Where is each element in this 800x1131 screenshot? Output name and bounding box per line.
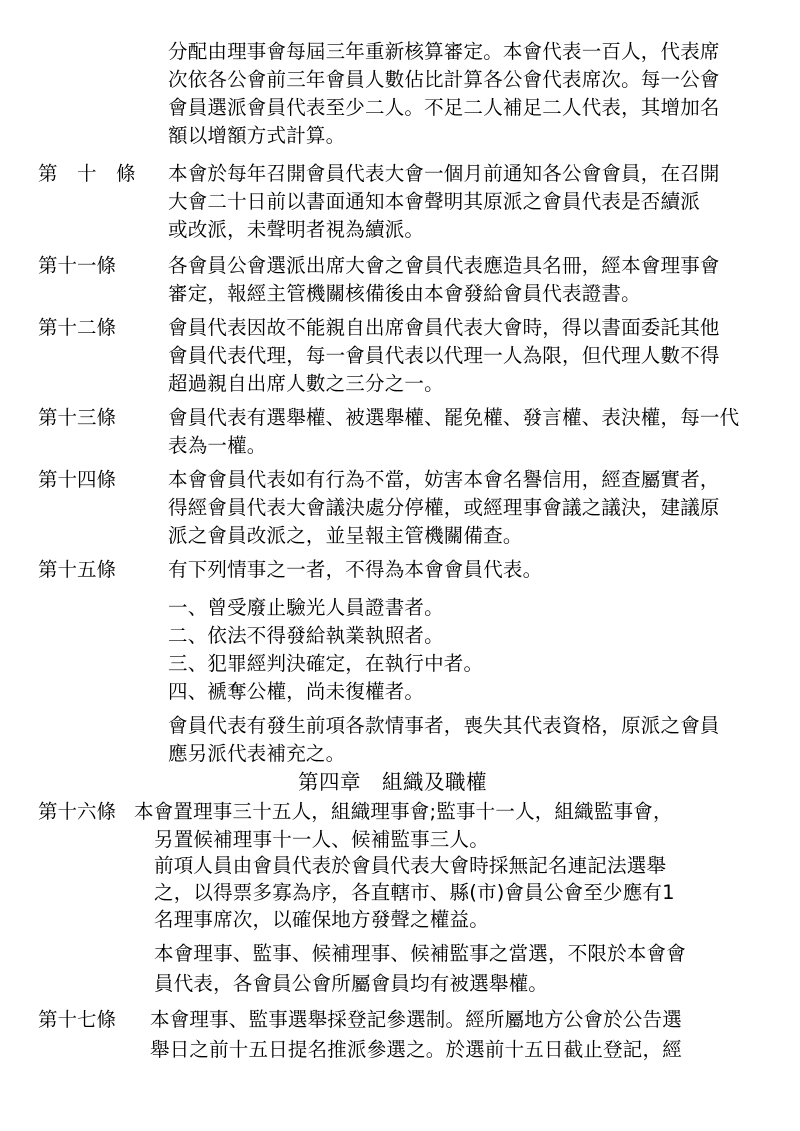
article-10-line: 本會於每年召開會員代表大會一個月前通知各公會會員，在召開 — [168, 162, 720, 185]
article-16-line: 另置候補理事十一人、候補監事三人。 — [154, 828, 489, 851]
article-16-line: 名理事席次，以確保地方發聲之權益。 — [154, 908, 489, 931]
article-15-item: 一、曾受廢止驗光人員證書者。 — [168, 596, 444, 619]
article-17-line: 本會理事、監事選舉採登記參選制。經所屬地方公會於公告選 — [150, 1008, 682, 1031]
article-16-line: 前項人員由會員代表於會員代表大會時採無記名連記法選舉 — [154, 854, 667, 877]
article-15-label: 第十五條 — [38, 558, 117, 581]
article-12-label: 第十二條 — [38, 316, 117, 339]
article-12-line: 會員代表代理，每一會員代表以代理一人為限，但代理人數不得 — [168, 344, 720, 367]
article-16-line: 本會置理事三十五人，組織理事會;監事十一人，組織監事會， — [134, 800, 673, 823]
article-14-label: 第十四條 — [38, 468, 117, 491]
article-15-closing: 會員代表有發生前項各款情事者，喪失其代表資格，原派之會員 — [168, 714, 720, 737]
continuation-line: 分配由理事會每屆三年重新核算審定。本會代表一百人，代表席 — [168, 40, 720, 63]
article-12-line: 會員代表因故不能親自出席會員代表大會時，得以書面委託其他 — [168, 316, 720, 339]
article-11-line: 審定，報經主管機關核備後由本會發給會員代表證書。 — [168, 282, 641, 305]
article-17-label: 第十七條 — [38, 1008, 117, 1031]
chapter-heading: 第四章 組織及職權 — [298, 770, 487, 794]
article-10-label: 第 十 條 — [38, 162, 136, 185]
article-13-line: 會員代表有選舉權、被選舉權、罷免權、發言權、表決權，每一代 — [168, 406, 740, 429]
article-16-line: 本會理事、監事、候補理事、候補監事之當選，不限於本會會 — [154, 942, 686, 965]
article-13-label: 第十三條 — [38, 406, 117, 429]
article-15-intro: 有下列情事之一者，不得為本會會員代表。 — [168, 558, 543, 581]
article-11-line: 各會員公會選派出席大會之會員代表應造具名冊，經本會理事會 — [168, 254, 720, 277]
article-14-line: 派之會員改派之，並呈報主管機關備查。 — [168, 524, 523, 547]
article-15-item: 四、褫奪公權，尚未復權者。 — [168, 680, 425, 703]
article-16-label: 第十六條 — [38, 800, 117, 823]
continuation-line: 會員選派會員代表至少二人。不足二人補足二人代表，其增加名 — [168, 96, 720, 119]
continuation-line: 額以增額方式計算。 — [168, 124, 346, 147]
article-17-line: 舉日之前十五日提名推派參選之。於選前十五日截止登記，經 — [150, 1038, 682, 1061]
article-14-line: 得經會員代表大會議決處分停權，或經理事會議之議決，建議原 — [168, 496, 720, 519]
article-12-line: 超過親自出席人數之三分之一。 — [168, 372, 444, 395]
article-13-line: 表為一權。 — [168, 434, 267, 457]
article-10-line: 大會二十日前以書面通知本會聲明其原派之會員代表是否續派 — [168, 190, 700, 213]
article-14-line: 本會會員代表如有行為不當，妨害本會名譽信用，經查屬實者， — [168, 468, 720, 491]
article-15-closing: 應另派代表補充之。 — [168, 742, 346, 765]
article-15-item: 三、犯罪經判決確定，在執行中者。 — [168, 652, 484, 675]
article-16-line: 之，以得票多寡為序，各直轄市、縣(市)會員公會至少應有1 — [154, 881, 675, 904]
article-15-item: 二、依法不得發給執業執照者。 — [168, 624, 444, 647]
article-11-label: 第十一條 — [38, 254, 117, 277]
article-16-line: 員代表，各會員公會所屬會員均有被選舉權。 — [154, 972, 549, 995]
continuation-line: 次依各公會前三年會員人數佔比計算各公會代表席次。每一公會 — [168, 68, 720, 91]
article-10-line: 或改派，未聲明者視為續派。 — [168, 218, 425, 241]
